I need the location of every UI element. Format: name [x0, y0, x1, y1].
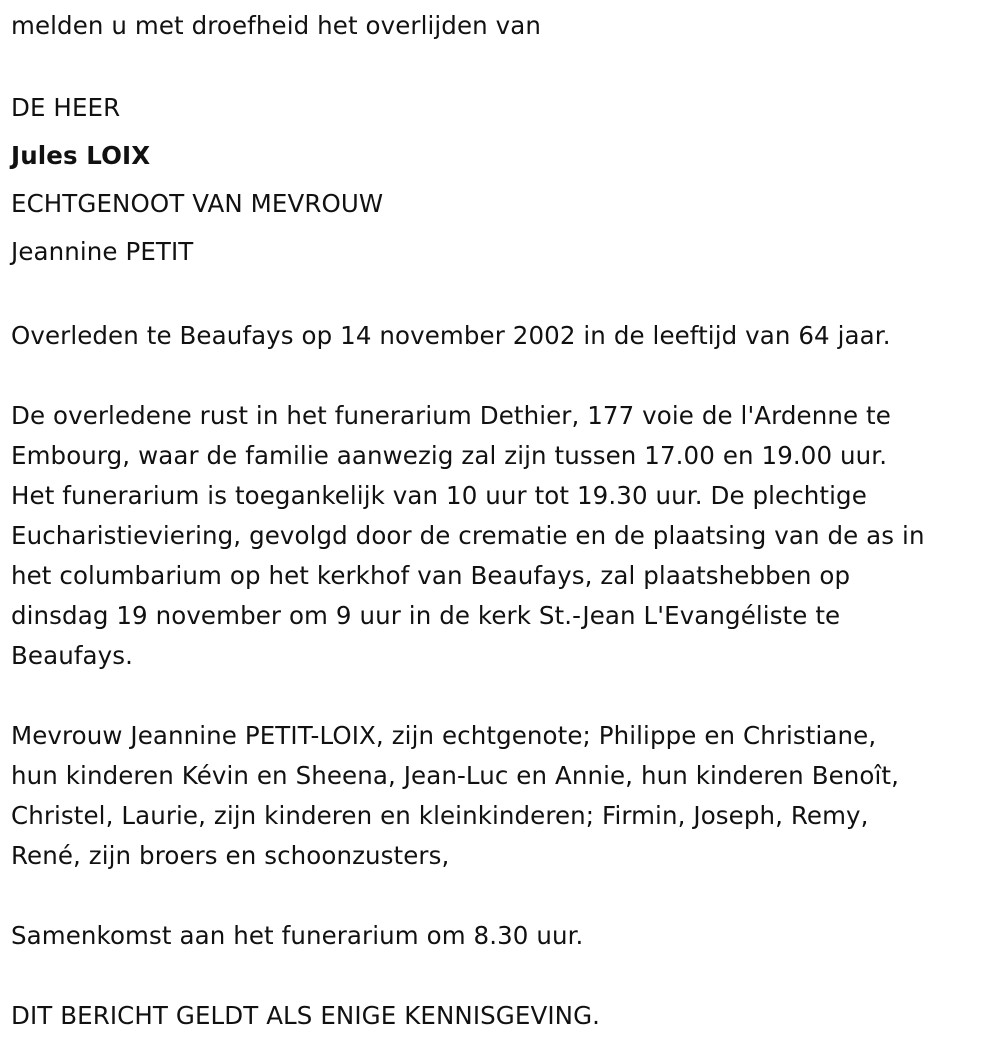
death-line: Overleden te Beaufays op 14 november 2002 in de leeftijd van 64 jaar. [11, 321, 891, 350]
intro-line: melden u met droefheid het overlijden van [11, 11, 541, 40]
funeral-line: Het funerarium is toegankelijk van 10 uur tot 19.30 uur. De plechtige [11, 481, 867, 510]
closing-line: DIT BERICHT GELDT ALS ENIGE KENNISGEVING. [11, 1001, 601, 1030]
deceased-header [11, 84, 993, 276]
family-paragraph [11, 716, 993, 876]
family-line: Mevrouw Jeannine PETIT-LOIX, zijn echtgenote; Philippe en Christiane, [11, 721, 877, 750]
spacer [11, 46, 993, 84]
gathering-line: Samenkomst aan het funerarium om 8.30 uur. [11, 921, 584, 950]
funeral-line: Eucharistieviering, gevolgd door de crematie en de plaatsing van de as in [11, 521, 925, 550]
funeral-line: De overledene rust in het funerarium Dethier, 177 voie de l'Ardenne te [11, 401, 891, 430]
family-line: hun kinderen Kévin en Sheena, Jean-Luc en Annie, hun kinderen Benoît, [11, 761, 900, 790]
family-line: Christel, Laurie, zijn kinderen en kleinkinderen; Firmin, Joseph, Remy, [11, 801, 869, 830]
title-line: DE HEER [11, 93, 121, 122]
spacer [11, 276, 993, 316]
spacer [11, 676, 993, 716]
spacer [11, 956, 993, 996]
deceased-name: Jules LOIX [11, 141, 151, 170]
funeral-paragraph [11, 396, 993, 676]
spacer [11, 356, 993, 396]
obituary-notice [11, 6, 993, 1036]
spouse-title: ECHTGENOOT VAN MEVROUW [11, 189, 384, 218]
spacer [11, 876, 993, 916]
funeral-line: dinsdag 19 november om 9 uur in de kerk St.-Jean L'Evangéliste te [11, 601, 841, 630]
funeral-line: Embourg, waar de familie aanwezig zal zijn tussen 17.00 en 19.00 uur. [11, 441, 888, 470]
funeral-line: Beaufays. [11, 641, 134, 670]
funeral-line: het columbarium op het kerkhof van Beaufays, zal plaatshebben op [11, 561, 851, 590]
spouse-name: Jeannine PETIT [11, 237, 194, 266]
family-line: René, zijn broers en schoonzusters, [11, 841, 450, 870]
